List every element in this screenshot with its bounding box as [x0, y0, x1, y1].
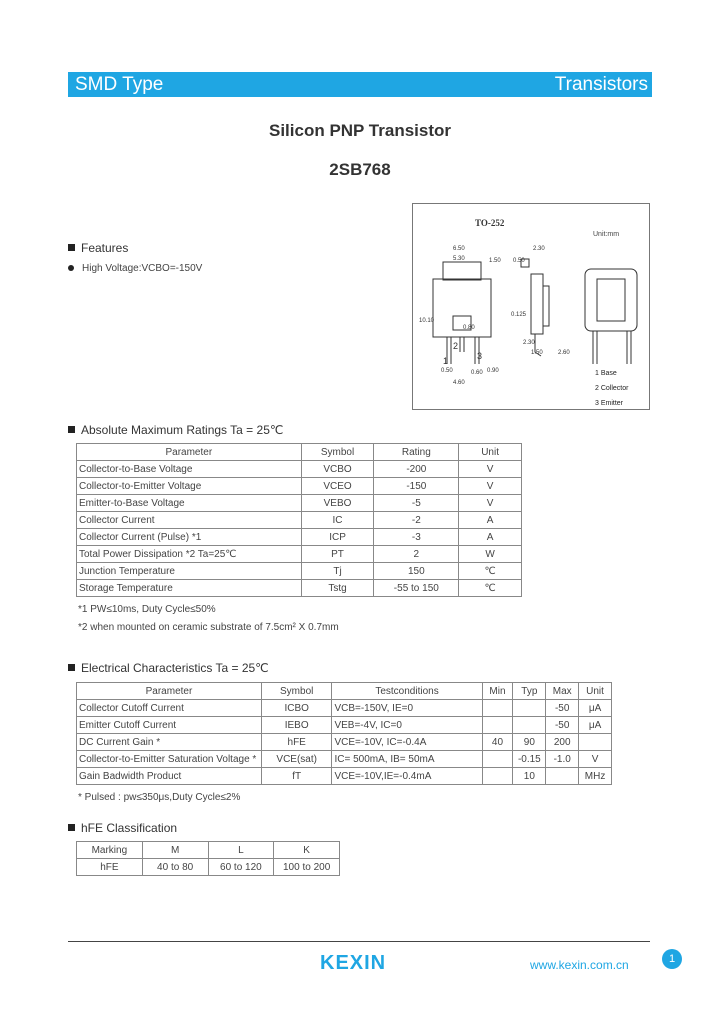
header-bar: [68, 72, 652, 97]
pkg-name: TO-252: [475, 218, 505, 228]
package-drawing: [412, 203, 650, 410]
svg-text:2.30: 2.30: [533, 246, 545, 252]
pkg-unit: Unit:mm: [593, 231, 620, 238]
features-heading: Features: [68, 241, 128, 255]
abs-max-heading: Absolute Maximum Ratings Ta = 25℃: [68, 423, 283, 437]
abs-max-note-2: *2 when mounted on ceramic substrate of 7.5cm² X 0.7mm: [78, 622, 339, 633]
bullet-dot-icon: [68, 265, 74, 271]
page-number-badge: 1: [662, 949, 682, 969]
table-row: Storage Temperature Tstg -55 to 150 ℃: [77, 580, 522, 597]
table-row: Collector Current (Pulse) *1 ICP -3 A: [77, 529, 522, 546]
svg-text:1.50: 1.50: [531, 350, 543, 356]
bullet-square-icon: [68, 664, 75, 671]
header-left: SMD Type: [75, 74, 164, 95]
abs-max-table: [76, 443, 522, 597]
svg-text:0.50: 0.50: [513, 258, 525, 264]
table-row: Collector-to-Emitter Voltage VCEO -150 V: [77, 478, 522, 495]
hfe-heading: hFE Classification: [68, 821, 177, 835]
svg-text:5.30: 5.30: [453, 256, 465, 262]
table-row: Emitter-to-Base Voltage VEBO -5 V: [77, 495, 522, 512]
bullet-square-icon: [68, 244, 75, 251]
svg-text:2 Collector: 2 Collector: [595, 385, 629, 392]
table-row: DC Current Gain * hFE VCE=-10V, IC=-0.4A 40 90 200: [77, 734, 612, 751]
abs-max-note-1: *1 PW≤10ms, Duty Cycle≤50%: [78, 604, 216, 615]
svg-text:1.50: 1.50: [489, 258, 501, 264]
svg-text:0.90: 0.90: [487, 368, 499, 374]
svg-text:2.60: 2.60: [558, 350, 570, 356]
svg-text:2.30: 2.30: [523, 340, 535, 346]
table-row: Marking M L K: [77, 842, 340, 859]
elec-note: * Pulsed : pw≤350μs,Duty Cycle≤2%: [78, 792, 241, 803]
elec-table: [76, 682, 612, 785]
svg-text:0.80: 0.80: [463, 325, 475, 331]
svg-text:1: 1: [443, 356, 449, 366]
footer-divider: [68, 941, 650, 942]
table-row: Collector Cutoff Current ICBO VCB=-150V, IE=0 -50 μA: [77, 700, 612, 717]
package-outline-svg: [413, 204, 649, 409]
svg-text:6.50: 6.50: [453, 246, 465, 252]
table-row: Junction Temperature Tj 150 ℃: [77, 563, 522, 580]
svg-text:3: 3: [477, 351, 483, 361]
pkg-front-view: [433, 262, 491, 364]
svg-text:3 Emitter: 3 Emitter: [595, 400, 624, 407]
elec-heading: Electrical Characteristics Ta = 25℃: [68, 661, 269, 675]
pkg-back-view: [585, 269, 637, 364]
table-header-row: Parameter Symbol Rating Unit: [77, 444, 522, 461]
svg-text:0.60: 0.60: [471, 370, 483, 376]
bullet-square-icon: [68, 426, 75, 433]
svg-text:2: 2: [453, 341, 459, 351]
header-right: Transistors: [554, 74, 648, 95]
bullet-square-icon: [68, 824, 75, 831]
svg-text:0.50: 0.50: [441, 368, 453, 374]
pkg-dims: [419, 246, 570, 386]
table-row: hFE 40 to 80 60 to 120 100 to 200: [77, 859, 340, 876]
kexin-logo: KEXIN: [320, 952, 387, 974]
hfe-table: [76, 841, 340, 876]
table-row: Collector-to-Base Voltage VCBO -200 V: [77, 461, 522, 478]
table-row: Collector Current IC -2 A: [77, 512, 522, 529]
table-header-row: Parameter Symbol Testconditions Min Typ Max Unit: [77, 683, 612, 700]
svg-text:0.125: 0.125: [511, 312, 527, 318]
table-row: Total Power Dissipation *2 Ta=25℃ PT 2 W: [77, 546, 522, 563]
table-row: Gain Badwidth Product fT VCE=-10V,IE=-0.4mA 10 MHz: [77, 768, 612, 785]
feature-item: High Voltage:VCBO=-150V: [68, 263, 202, 274]
svg-text:1 Base: 1 Base: [595, 370, 617, 377]
table-row: Collector-to-Emitter Saturation Voltage * VCE(sat) IC= 500mA, IB= 50mA -0.15 -1.0 V: [77, 751, 612, 768]
doc-title: Silicon PNP Transistor: [268, 121, 452, 140]
footer-url[interactable]: www.kexin.com.cn: [530, 958, 629, 972]
table-row: Emitter Cutoff Current IEBO VEB=-4V, IC=0 -50 μA: [77, 717, 612, 734]
svg-text:4.60: 4.60: [453, 380, 465, 386]
pkg-pins: [595, 370, 629, 407]
part-number: 2SB768: [329, 160, 391, 179]
svg-text:10.10: 10.10: [419, 318, 435, 324]
